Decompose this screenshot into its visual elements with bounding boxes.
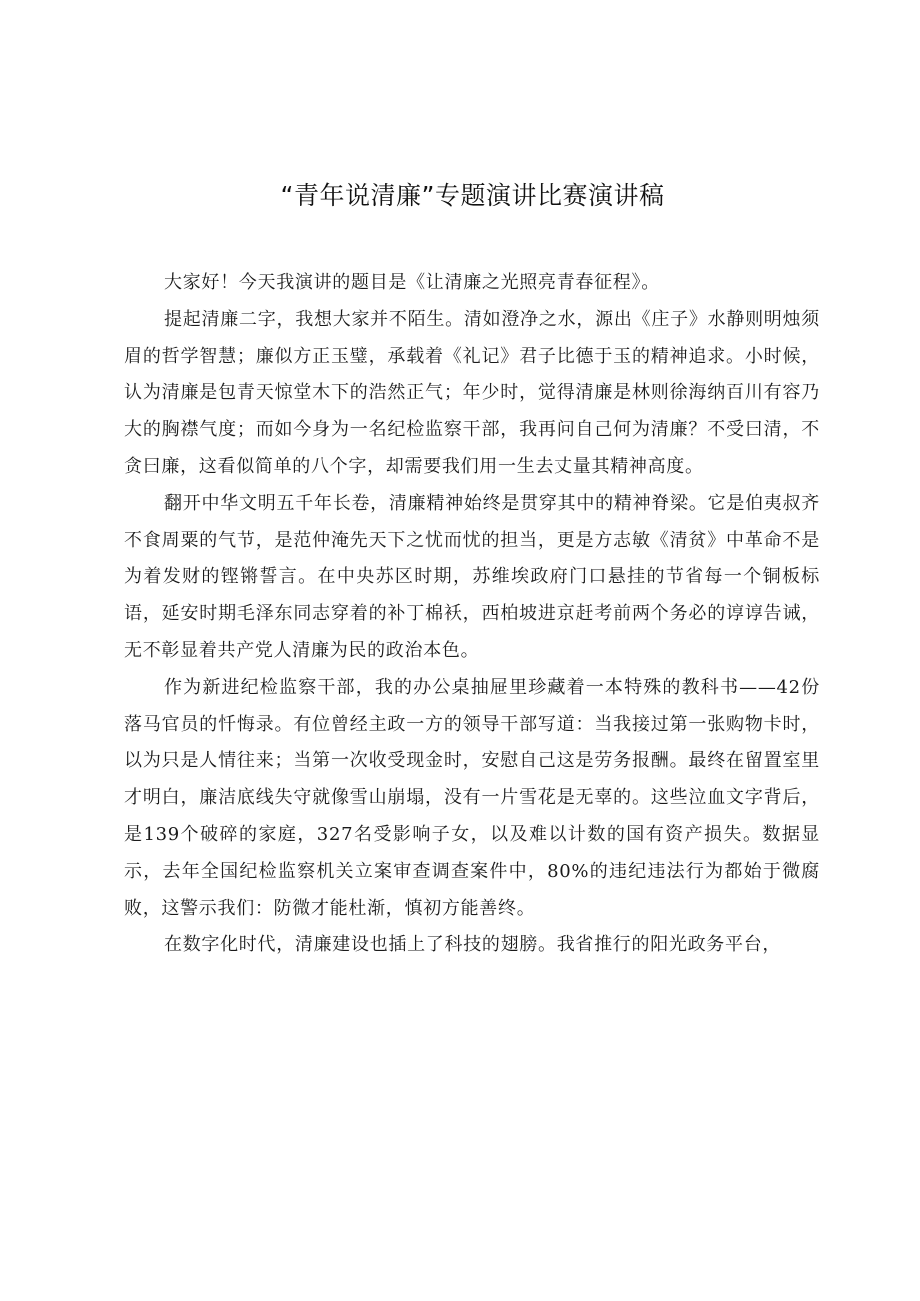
document-title: “青年说清廉”专题演讲比赛演讲稿 [280,181,665,210]
paragraph-greeting: 大家好！今天我演讲的题目是《让清廉之光照亮青春征程》。 [164,272,660,293]
document-body [124,265,820,964]
paragraph-digital-era: 在数字化时代，清廉建设也插上了科技的翅膀。我省推行的阳光政务平台， [164,934,782,956]
paragraph-history: 翻开中华文明五千年长卷，清廉精神始终是贯穿其中的精神脊梁。它是伯夷叔齐不食周粟的气节，是范仲淹先天下之忧而忧的担当，更是方志敏《清贫》中革命不是为着发财的铿锵誓言。在中央苏区时期，苏维埃政府门口悬挂的节省每一个铜板标语，延安时期毛泽东同志穿着的补丁棉袄，西柏坡进京赶考前两个务必的谆谆告诫，无不彰显着共产党人清廉为民的政治本色。 [124,492,820,661]
paragraph-confessions: 作为新进纪检监察干部，我的办公桌抽屉里珍藏着一本特殊的教科书——42份落马官员的忏悔录。有位曾经主政一方的领导干部写道：当我接过第一张购物卡时，以为只是人情往来；当第一次收受现金时，安慰自己这是劳务报酬。最终在留置室里才明白，廉洁底线失守就像雪山崩塌，没有一片雪花是无辜的。这些泣血文字背后，是139个破碎的家庭，327名受影响子女，以及难以计数的国有资产损失。数据显示，去年全国纪检监察机关立案审查调查案件中，80%的违纪违法行为都始于微腐败，这警示我们：防微才能杜渐，慎初方能善终。 [124,676,820,919]
paragraph-meaning-of-integrity: 提起清廉二字，我想大家并不陌生。清如澄净之水，源出《庄子》水静则明烛须眉的哲学智慧；廉似方正玉璧，承载着《礼记》君子比德于玉的精神追求。小时候，认为清廉是包青天惊堂木下的浩然正气；年少时，觉得清廉是林则徐海纳百川有容乃大的胸襟气度；而如今身为一名纪检监察干部，我再问自己何为清廉？不受曰清，不贪曰廉，这看似简单的八个字，却需要我们用一生去丈量其精神高度。 [124,308,820,477]
